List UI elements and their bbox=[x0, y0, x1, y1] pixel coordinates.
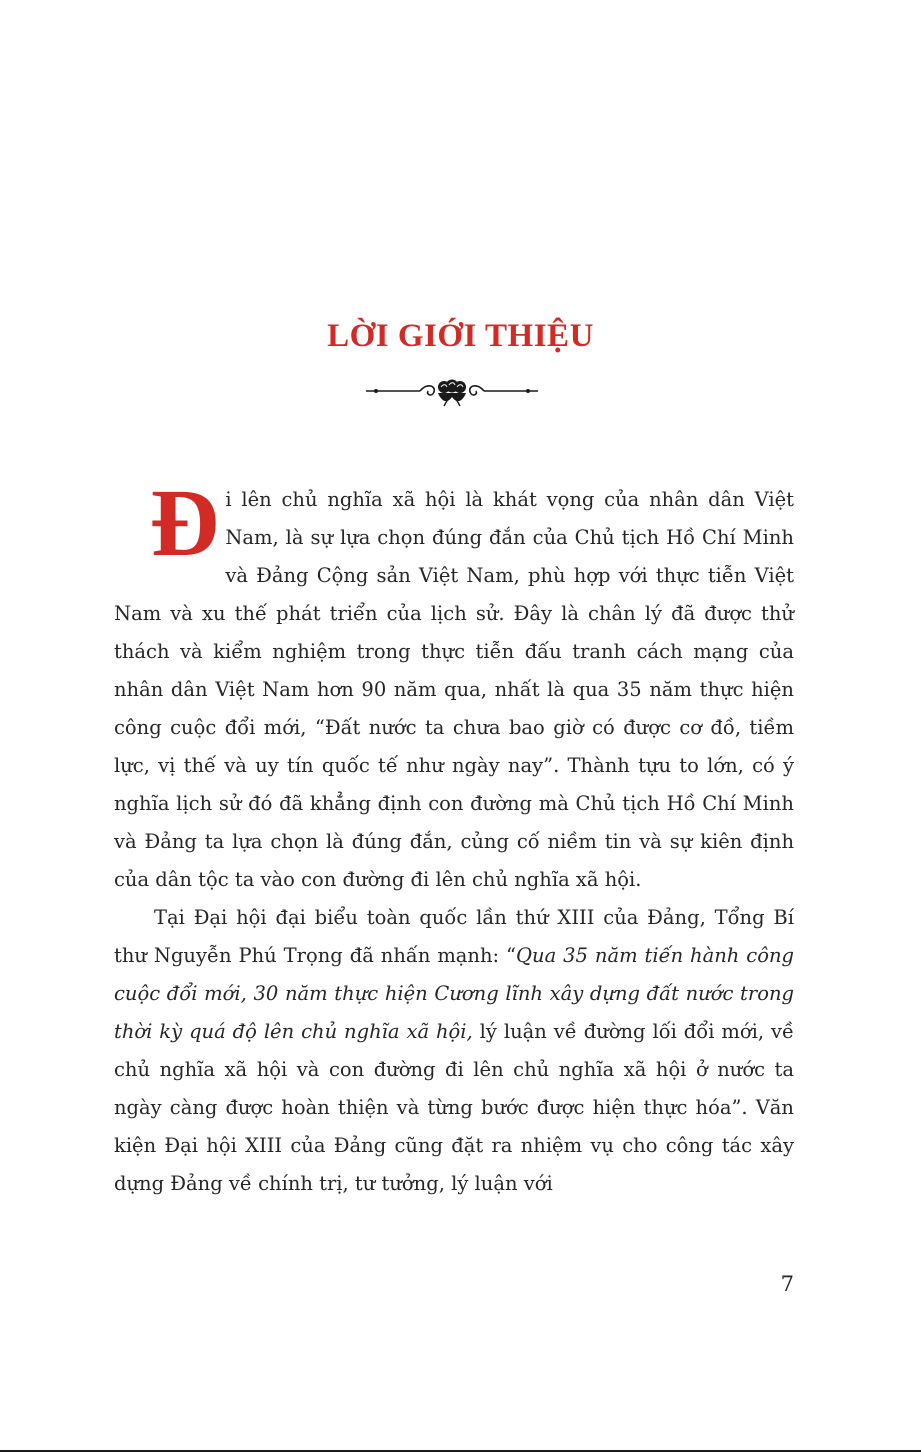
page-number: 7 bbox=[780, 1272, 794, 1296]
page-bottom-rule bbox=[0, 1450, 921, 1452]
paragraph-1 bbox=[114, 469, 794, 899]
paragraph-2 bbox=[114, 899, 794, 1203]
paragraph-2-intro: Tại Đại hội đại biểu toàn quốc lần thứ XIII của Đảng, Tổng Bí thư Nguyễn Phú Trọng đã nhấn mạnh: “ bbox=[114, 906, 794, 967]
paragraph-2-quote: Qua 35 năm tiến hành công cuộc đổi mới, 30 năm thực hiện Cương lĩnh xây dựng đất nước trong thời kỳ quá độ lên chủ nghĩa xã hội, bbox=[114, 944, 794, 1043]
paragraph-1-text: i lên chủ nghĩa xã hội là khát vọng của nhân dân Việt Nam, là sự lựa chọn đúng đắn của Chủ tịch Hồ Chí Minh và Đảng Cộng sản Việt Nam, phù hợp với thực tiễn Việt Nam và xu thế phát triển của lịch sử. Đây là chân lý đã được thử thách và kiểm nghiệm trong thực tiễn đấu tranh cách mạng của nhân dân Việt Nam hơn 90 năm qua, nhất là qua 35 năm thực hiện công cuộc đổi mới, “Đất nước ta chưa bao giờ có được cơ đồ, tiềm lực, vị thế và uy tín quốc tế như ngày nay”. Thành tựu to lớn, có ý nghĩa lịch sử đó đã khẳng định con đường mà Chủ tịch Hồ Chí Minh và Đảng ta lựa chọn là đúng đắn, củng cố niềm tin và sự kiên định của dân tộc ta vào con đường đi lên chủ nghĩa xã hội. bbox=[114, 488, 794, 891]
paragraph-2-rest: lý luận về đường lối đổi mới, về chủ nghĩa xã hội và con đường đi lên chủ nghĩa xã hội ở nước ta ngày càng được hoàn thiện và từng bước được hiện thực hóa”. Văn kiện Đại hội XIII của Đảng cũng đặt ra nhiệm vụ cho công tác xây dựng Đảng về chính trị, tư tưởng, lý luận với bbox=[114, 1020, 794, 1195]
chapter-title: LỜI GIỚI THIỆU bbox=[327, 318, 594, 354]
drop-cap: Đ bbox=[150, 469, 220, 576]
rose-flourish-divider-icon bbox=[364, 373, 540, 409]
body-text bbox=[114, 469, 794, 1203]
